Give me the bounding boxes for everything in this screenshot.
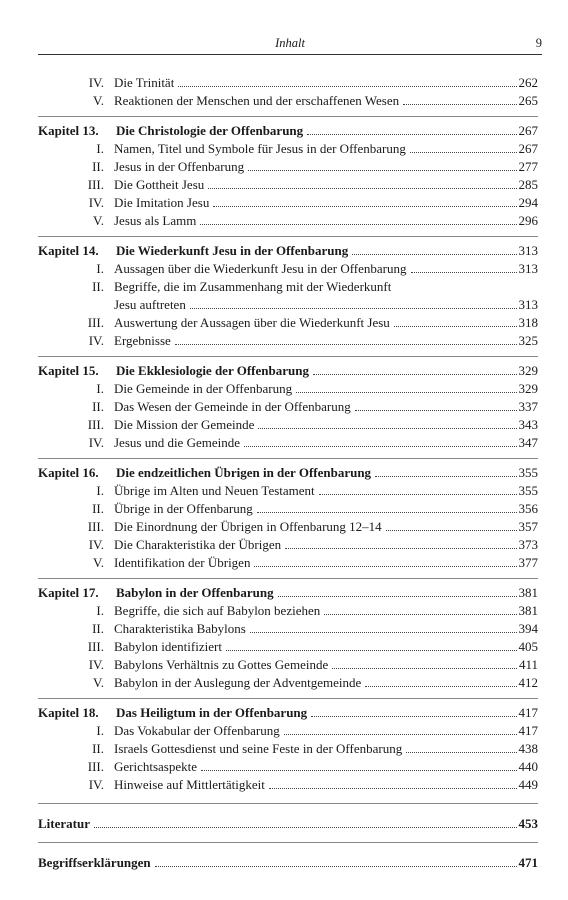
toc-entry-title: Die Imitation Jesu: [114, 195, 210, 210]
toc-entry[interactable]: [38, 675, 538, 693]
toc-entry-page: 265: [518, 93, 538, 108]
toc-entry[interactable]: [38, 555, 538, 573]
toc-chapter-entry[interactable]: [38, 363, 538, 381]
toc-entry-number: III.: [87, 759, 104, 774]
section-divider: [38, 842, 538, 843]
toc-entry[interactable]: [38, 297, 538, 315]
toc-entry-title: Die Charakteristika der Übrigen: [114, 537, 282, 552]
toc-entry-number: IV.: [88, 75, 104, 90]
toc-entry-page: 329: [518, 381, 538, 396]
dot-leader: [375, 476, 516, 477]
toc-entry-page: 277: [518, 159, 538, 174]
toc-entry-page: 373: [518, 537, 538, 552]
toc-entry-page: 318: [518, 315, 538, 330]
dot-leader: [213, 206, 516, 207]
toc-entry-page: 337: [518, 399, 538, 414]
toc-entry[interactable]: [38, 261, 538, 279]
toc-entry-title: Die Gemeinde in der Offenbarung: [114, 381, 293, 396]
toc-entry-page: 381: [518, 603, 538, 618]
toc-entry-number: I.: [96, 381, 104, 396]
dot-leader: [296, 392, 516, 393]
toc-entry-number: I.: [96, 261, 104, 276]
toc-entry-number: I.: [96, 141, 104, 156]
dot-leader: [175, 344, 517, 345]
toc-entry-number: Kapitel 18.: [38, 705, 99, 720]
toc-entry[interactable]: [38, 723, 538, 741]
toc-entry[interactable]: [38, 195, 538, 213]
toc-entry-page: 343: [518, 417, 538, 432]
toc-entry-title: Babylon in der Auslegung der Adventgemeinde: [114, 675, 362, 690]
dot-leader: [332, 668, 517, 669]
dot-leader: [386, 530, 517, 531]
toc-entry-title: Die Ekklesiologie der Offenbarung: [116, 363, 309, 378]
dot-leader: [155, 866, 517, 867]
toc-entry-page: 412: [518, 675, 538, 690]
toc-entry[interactable]: [38, 315, 538, 333]
dot-leader: [355, 410, 517, 411]
toc-entry-page: 449: [518, 777, 538, 792]
toc-entry-number: IV.: [88, 537, 104, 552]
toc-entry-number: V.: [93, 675, 104, 690]
toc-entry[interactable]: [38, 759, 538, 777]
section-divider: [38, 578, 538, 579]
toc-entry[interactable]: [38, 159, 538, 177]
table-of-contents: [38, 75, 538, 873]
toc-entry-number: III.: [87, 639, 104, 654]
toc-entry-title: Jesus und die Gemeinde: [114, 435, 241, 450]
toc-chapter-entry[interactable]: [38, 123, 538, 141]
toc-entry-title: Gerichtsaspekte: [114, 759, 198, 774]
section-divider: [38, 458, 538, 459]
toc-entry-number: II.: [92, 399, 104, 414]
toc-entry[interactable]: [38, 417, 538, 435]
toc-entry-page: 405: [518, 639, 538, 654]
dot-leader: [178, 86, 516, 87]
toc-entry-number: I.: [96, 483, 104, 498]
toc-entry-number: II.: [92, 621, 104, 636]
toc-entry-number: IV.: [88, 195, 104, 210]
toc-entry-title: Das Vokabular der Offenbarung: [114, 723, 280, 738]
toc-entry-title: Die Christologie der Offenbarung: [116, 123, 304, 138]
dot-leader: [352, 254, 516, 255]
dot-leader: [190, 308, 517, 309]
dot-leader: [406, 752, 516, 753]
dot-leader: [244, 446, 516, 447]
toc-entry[interactable]: [38, 279, 538, 297]
toc-entry[interactable]: [38, 657, 538, 675]
dot-leader: [254, 566, 516, 567]
toc-entry-number: Kapitel 14.: [38, 243, 99, 258]
toc-chapter-entry[interactable]: [38, 243, 538, 261]
toc-chapter-entry[interactable]: [38, 705, 538, 723]
toc-chapter-entry[interactable]: [38, 465, 538, 483]
toc-entry[interactable]: [38, 777, 538, 795]
toc-entry[interactable]: [38, 141, 538, 159]
toc-entry-page: 381: [518, 585, 538, 600]
toc-entry[interactable]: [38, 177, 538, 195]
toc-entry-number: V.: [93, 93, 104, 108]
toc-entry[interactable]: [38, 741, 538, 759]
section-divider: [38, 803, 538, 804]
toc-entry-title: Babylon identifiziert: [114, 639, 222, 654]
toc-entry[interactable]: [38, 213, 538, 231]
toc-entry[interactable]: [38, 501, 538, 519]
dot-leader: [226, 650, 517, 651]
toc-entry-title: Die Wiederkunft Jesu in der Offenbarung: [116, 243, 349, 258]
dot-leader: [365, 686, 516, 687]
dot-leader: [278, 596, 517, 597]
toc-entry-page: 329: [518, 363, 538, 378]
toc-entry-number: Kapitel 16.: [38, 465, 99, 480]
toc-entry-number: III.: [87, 417, 104, 432]
dot-leader: [410, 152, 517, 153]
dot-leader: [269, 788, 517, 789]
toc-entry-number: I.: [96, 603, 104, 618]
toc-entry-title: Die Trinität: [114, 75, 175, 90]
toc-entry-page: 262: [518, 75, 538, 90]
toc-entry-number: IV.: [88, 777, 104, 792]
toc-entry-number: Kapitel 15.: [38, 363, 99, 378]
toc-entry-title: Israels Gottesdienst und seine Feste in der Offenbarung: [114, 741, 403, 756]
dot-leader: [411, 272, 517, 273]
toc-chapter-entry[interactable]: [38, 585, 538, 603]
toc-entry[interactable]: [38, 399, 538, 417]
toc-entry-number: I.: [96, 723, 104, 738]
toc-entry-page: 394: [518, 621, 538, 636]
toc-entry-title: Hinweise auf Mittlertätigkeit: [114, 777, 265, 792]
dot-leader: [311, 716, 516, 717]
toc-entry-page: 440: [518, 759, 538, 774]
section-divider: [38, 116, 538, 117]
toc-entry-number: IV.: [88, 435, 104, 450]
toc-entry-title: Begriffe, die im Zusammenhang mit der Wiederkunft: [114, 279, 392, 294]
toc-entry-page: 313: [518, 297, 538, 312]
toc-entry-page: 355: [518, 465, 538, 480]
dot-leader: [94, 827, 517, 828]
toc-entry-page: 313: [518, 243, 538, 258]
dot-leader: [201, 770, 516, 771]
toc-top-entry[interactable]: [38, 855, 538, 873]
header-page-number: 9: [535, 36, 542, 50]
toc-entry-title: Auswertung der Aussagen über die Wiederkunft Jesu: [114, 315, 390, 330]
toc-entry-page: 417: [518, 723, 538, 738]
toc-entry-number: IV.: [88, 657, 104, 672]
toc-entry-page: 296: [518, 213, 538, 228]
toc-entry-title: Die Gottheit Jesu: [114, 177, 205, 192]
dot-leader: [200, 224, 516, 225]
toc-entry-title: Das Heiligtum in der Offenbarung: [116, 705, 308, 720]
toc-entry-title: Namen, Titel und Symbole für Jesus in der Offenbarung: [114, 141, 406, 156]
toc-entry-page: 355: [518, 483, 538, 498]
toc-entry-page: 453: [518, 816, 538, 831]
toc-entry-number: III.: [87, 177, 104, 192]
toc-entry-page: 411: [518, 657, 538, 672]
toc-entry-title: Übrige in der Offenbarung: [114, 501, 253, 516]
toc-entry[interactable]: [38, 333, 538, 351]
toc-entry-number: III.: [87, 315, 104, 330]
toc-entry[interactable]: [38, 621, 538, 639]
toc-entry[interactable]: [38, 93, 538, 111]
toc-entry[interactable]: [38, 537, 538, 555]
toc-entry-title: Begriffe, die sich auf Babylon beziehen: [114, 603, 321, 618]
toc-entry-title: Babylons Verhältnis zu Gottes Gemeinde: [114, 657, 329, 672]
toc-entry[interactable]: [38, 381, 538, 399]
dot-leader: [285, 548, 516, 549]
toc-entry-number: V.: [93, 213, 104, 228]
toc-entry[interactable]: [38, 603, 538, 621]
toc-entry-number: Kapitel 17.: [38, 585, 99, 600]
toc-top-entry[interactable]: [38, 816, 538, 834]
dot-leader: [250, 632, 517, 633]
toc-entry[interactable]: [38, 483, 538, 501]
dot-leader: [248, 170, 516, 171]
toc-entry-title: Aussagen über die Wiederkunft Jesu in der Offenbarung: [114, 261, 407, 276]
toc-entry-page: 471: [518, 855, 538, 870]
toc-entry-title: Die Einordnung der Übrigen in Offenbarung 12–14: [114, 519, 382, 534]
toc-entry-page: 325: [518, 333, 538, 348]
toc-entry-title: Jesus in der Offenbarung: [114, 159, 245, 174]
toc-entry-number: IV.: [88, 333, 104, 348]
toc-entry-number: II.: [92, 159, 104, 174]
toc-entry-title: Reaktionen der Menschen und der erschaffenen Wesen: [114, 93, 400, 108]
toc-entry-page: 313: [518, 261, 538, 276]
toc-entry-page: 347: [518, 435, 538, 450]
toc-entry-page: 357: [518, 519, 538, 534]
toc-entry-title: Das Wesen der Gemeinde in der Offenbarung: [114, 399, 351, 414]
toc-entry-title: Übrige im Alten und Neuen Testament: [114, 483, 315, 498]
toc-entry[interactable]: [38, 639, 538, 657]
toc-entry-number: V.: [93, 555, 104, 570]
toc-entry-page: 417: [518, 705, 538, 720]
toc-entry-number: II.: [92, 501, 104, 516]
toc-entry-title: Jesu auftreten: [114, 297, 186, 312]
dot-leader: [394, 326, 517, 327]
toc-entry-number: Kapitel 13.: [38, 123, 99, 138]
toc-entry-title: Die Mission der Gemeinde: [114, 417, 255, 432]
toc-entry[interactable]: [38, 75, 538, 93]
dot-leader: [307, 134, 516, 135]
dot-leader: [258, 428, 516, 429]
dot-leader: [324, 614, 516, 615]
toc-entry-number: II.: [92, 279, 104, 294]
section-divider: [38, 698, 538, 699]
toc-entry-title: Jesus als Lamm: [114, 213, 197, 228]
toc-entry-title: Charakteristika Babylons: [114, 621, 246, 636]
toc-entry-title: Identifikation der Übrigen: [114, 555, 251, 570]
toc-entry-title: Begriffserklärungen: [38, 855, 151, 870]
toc-entry-title: Ergebnisse: [114, 333, 171, 348]
toc-entry-title: Die endzeitlichen Übrigen in der Offenbarung: [116, 465, 372, 480]
toc-entry-number: II.: [92, 741, 104, 756]
header-title: Inhalt: [275, 36, 305, 50]
toc-entry-title: Literatur: [38, 816, 90, 831]
dot-leader: [257, 512, 517, 513]
section-divider: [38, 236, 538, 237]
toc-entry-title: Babylon in der Offenbarung: [116, 585, 274, 600]
toc-entry-page: 267: [518, 123, 538, 138]
toc-entry-page: 438: [518, 741, 538, 756]
toc-entry-page: 294: [518, 195, 538, 210]
dot-leader: [319, 494, 517, 495]
section-divider: [38, 356, 538, 357]
toc-entry-page: 377: [518, 555, 538, 570]
toc-entry-page: 285: [518, 177, 538, 192]
toc-entry-page: 267: [518, 141, 538, 156]
dot-leader: [403, 104, 516, 105]
dot-leader: [313, 374, 517, 375]
running-header: [38, 36, 542, 55]
toc-entry[interactable]: [38, 519, 538, 537]
toc-entry[interactable]: [38, 435, 538, 453]
toc-entry-page: 356: [518, 501, 538, 516]
dot-leader: [284, 734, 517, 735]
dot-leader: [208, 188, 516, 189]
toc-entry-number: III.: [87, 519, 104, 534]
